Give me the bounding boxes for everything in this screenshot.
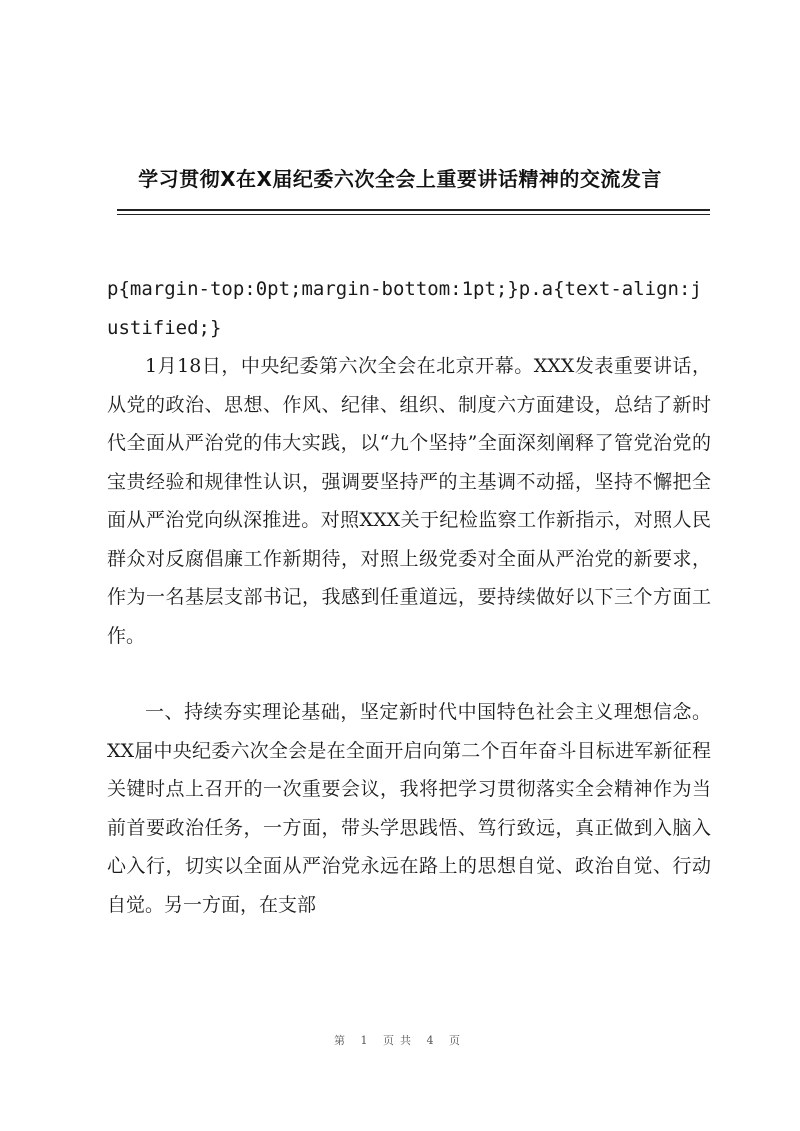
title-divider-thin [117, 214, 710, 215]
title-divider [117, 209, 710, 211]
paragraph-spacer [107, 655, 711, 693]
page-number-footer: 第 1 页共 4 页 [334, 1034, 466, 1047]
paragraph-section-one: 一、持续夯实理论基础，坚定新时代中国特色社会主义理想信念。XX届中央纪委六次全会是在全面开启向第二个百年奋斗目标进军新征程关键时点上召开的一次重要会议，我将把学习贯彻落实全会精神作为当前首要政治任务，一方面，带头学思践悟、笃行致远，真正做到入脑入心入行，切实以全面从严治党永远在路上的思想自觉、政治自觉、行动自觉。另一方面，在支部 [107, 701, 711, 916]
document-body [107, 270, 711, 924]
paragraph-intro: 1月18日，中央纪委第六次全会在北京开幕。XXX发表重要讲话，从党的政治、思想、作风、纪律、组织、制度六方面建设，总结了新时代全面从严治党的伟大实践，以“九个坚持”全面深刻阐释了管党治党的宝贵经验和规律性认识，强调要坚持严的主基调不动摇，坚持不懈把全面从严治党向纵深推进。对照XXX关于纪检监察工作新指示，对照人民群众对反腐倡廉工作新期待，对照上级党委对全面从严治党的新要求，作为一名基层支部书记，我感到任重道远，要持续做好以下三个方面工作。 [107, 355, 711, 647]
document-title: 学习贯彻X在X届纪委六次全会上重要讲话精神的交流发言 [138, 167, 662, 191]
css-text-line: p{margin-top:0pt;margin-bottom:1pt;}p.a{text-align:justified;} [107, 278, 702, 339]
